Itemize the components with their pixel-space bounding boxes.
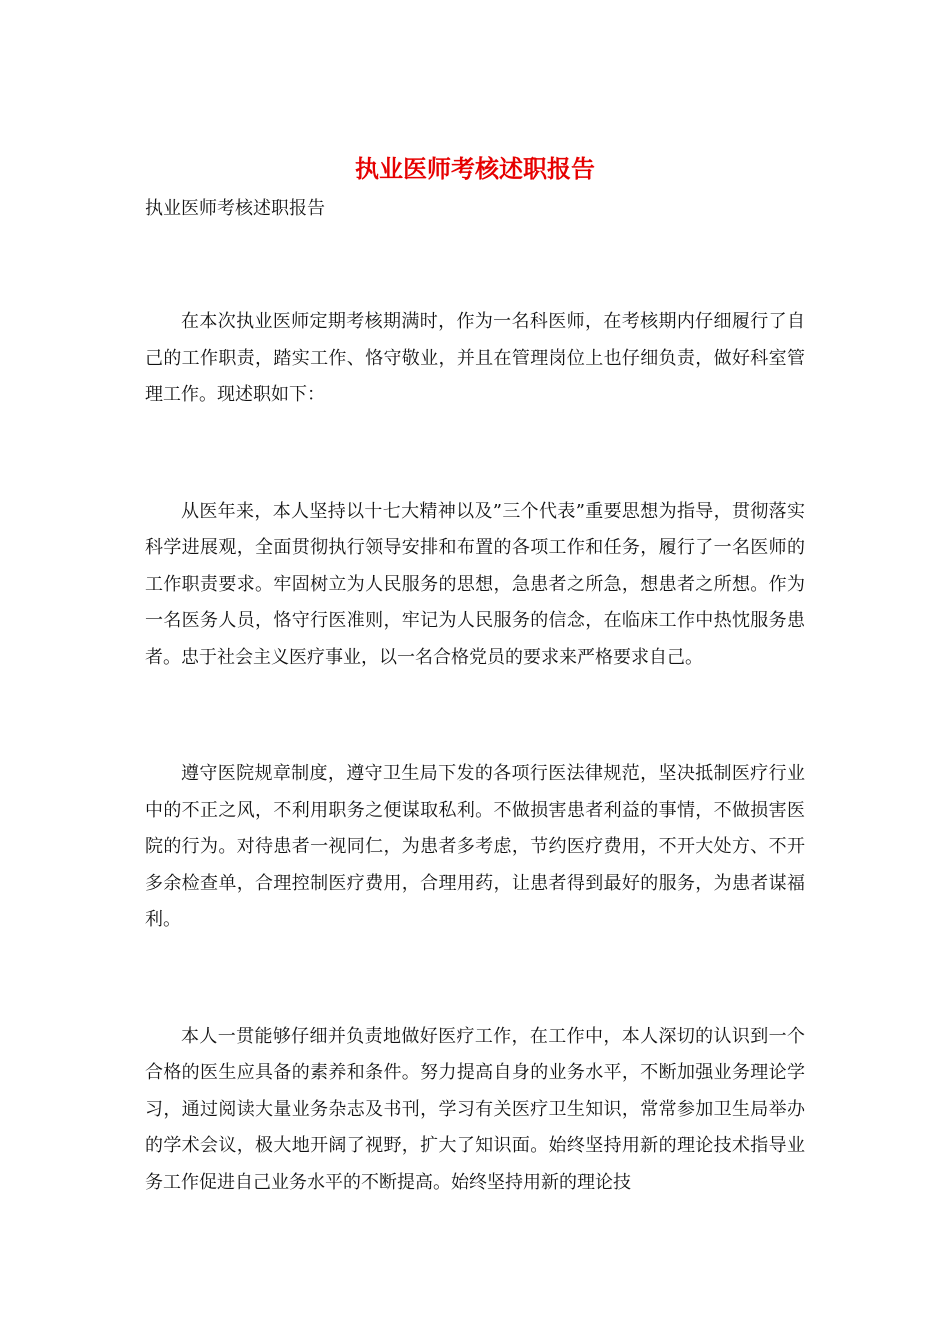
paragraph-2: 从医年来，本人坚持以十七大精神以及”三个代表”重要思想为指导，贯彻落实科学进展观，全面贯彻执行领导安排和布置的各项工作和任务，履行了一名医师的工作职责要求。牢固树立为人民服务的思想，急患者之所急，想患者之所想。作为一名医务人员，恪守行医准则，牢记为人民服务的信念，在临床工作中热忱服务患者。忠于社会主义医疗事业，以一名合格党员的要求来严格要求自己。 — [145, 500, 805, 668]
document-subtitle: 执业医师考核述职报告 — [145, 198, 325, 219]
paragraph-1: 在本次执业医师定期考核期满时，作为一名科医师，在考核期内仔细履行了自己的工作职责，踏实工作、恪守敬业，并且在管理岗位上也仔细负责，做好科室管理工作。现述职如下： — [145, 311, 805, 405]
paragraph-4: 本人一贯能够仔细并负责地做好医疗工作，在工作中，本人深切的认识到一个合格的医生应具备的素养和条件。努力提高自身的业务水平，不断加强业务理论学习，通过阅读大量业务杂志及书刊，学习有关医疗卫生知识，常常参加卫生局举办的学术会议，极大地开阔了视野，扩大了知识面。始终坚持用新的理论技术指导业务工作促进自己业务水平的不断提高。始终坚持用新的理论技 — [145, 1025, 805, 1193]
paragraph-3: 遵守医院规章制度，遵守卫生局下发的各项行医法律规范，坚决抵制医疗行业中的不正之风，不利用职务之便谋取私利。不做损害患者利益的事情，不做损害医院的行为。对待患者一视同仁，为患者多考虑，节约医疗费用，不开大处方、不开多余检查单，合理控制医疗费用，合理用药，让患者得到最好的服务，为患者谋福利。 — [145, 763, 805, 930]
document-body — [145, 152, 805, 1201]
document-title: 执业医师考核述职报告 — [355, 154, 595, 183]
